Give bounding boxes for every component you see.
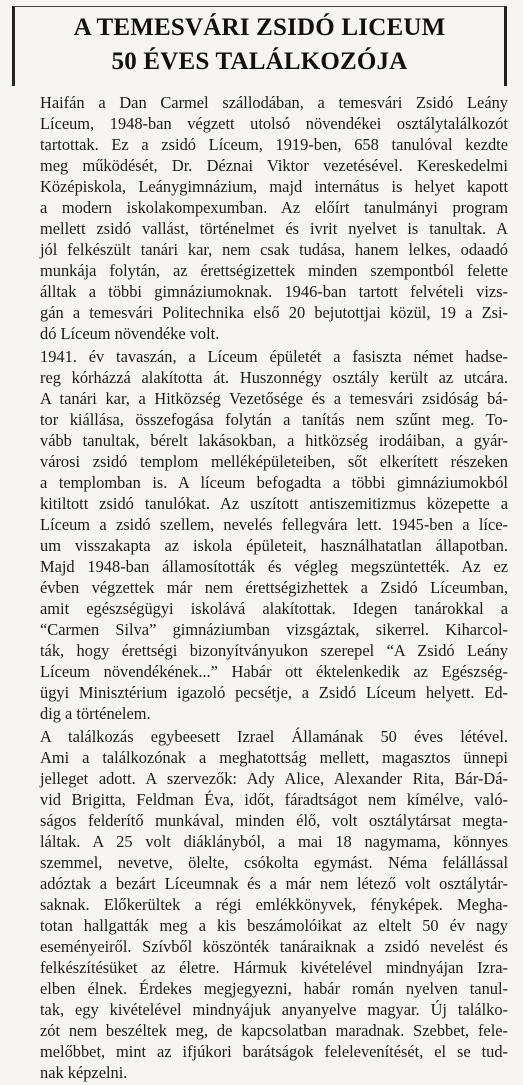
text-line: jól felkészült tanári kar, nem csak tudása, hanem lelkes, odaadó [40, 240, 508, 259]
text-line: totan hallgatták meg a kis beszámolóikat az eltelt 50 év nagy [40, 916, 508, 935]
text-line: meg működését, Dr. Déznai Viktor vezetésével. Kereskedelmi [40, 156, 508, 175]
text-line: láltak. A 25 volt diáklányból, a mai 18 nagymama, könnyes [40, 832, 508, 851]
text-line: kitiltott zsidó tanulókat. Az uszított antiszemitizmus közepette a [40, 494, 508, 513]
text-line: városi zsidó templom melléképületeiben, sőt elkerített részeken [40, 452, 508, 471]
text-line: álltak a többi gimnáziumoknak. 1946-ban tartott felvételi vizs- [40, 282, 508, 301]
text-line: 1941. év tavaszán, a Líceum épületét a fasiszta német hadse- [40, 347, 508, 366]
text-line: munkája folytán, az érettségizettek minden szempontból felette [40, 261, 508, 280]
text-line: vább tanultak, bérelt lakásokban, a hitközség irodáiban, a gyár- [40, 431, 508, 450]
text-line: saknak. Előkerültek a régi emlékkönyvek, fényképek. Megha- [40, 895, 508, 914]
paragraph [16, 726, 508, 1083]
text-line: ságos felderítő munkával, minden élő, volt osztálytársat megta- [40, 811, 508, 830]
text-line: jelleget adott. A szervezők: Ady Alice, Alexander Rita, Bár-Dá- [40, 769, 508, 788]
text-line: Líceum a zsidó szellem, nevelés fellegvára lett. 1945-ben a líce- [40, 515, 508, 534]
text-line: nak képzelni. [40, 1063, 128, 1082]
text-line: um visszakapta az iskola épületeit, használhatatlan állapotban. [40, 536, 508, 555]
text-line: Haifán a Dan Carmel szállodában, a temesvári Zsidó Leány [40, 93, 508, 112]
article-body [16, 92, 508, 1085]
text-line: Majd 1948-ban államosították és végleg megszüntették. Az ez [40, 557, 508, 576]
text-line: a modern iskolakompexumban. Az előírt tanulmányi program [40, 198, 508, 217]
text-line: Ami a találkozónak a meghatottság mellett, magasztos ünnepi [40, 748, 508, 767]
paragraph [16, 92, 508, 344]
paragraph [16, 346, 508, 724]
text-line: Líceum növendékének...” Habár ott éktelenkedik az Egészség- [40, 662, 508, 681]
text-line: vid Brigitta, Feldman Éva, időt, fáradtságot nem kímélve, való- [40, 790, 508, 809]
text-line: ták, hogy érettségi bizonyítványukon szerepel “A Zsidó Leány [40, 641, 508, 660]
text-line: tak, egy kivételével mindnyájuk anyanyelve magyar. Új találko- [40, 1000, 508, 1019]
text-line: mellett zsidó vallást, történelmet és ivrit nyelvet is tanultak. A [40, 219, 508, 238]
text-line: Líceum, 1948-ban végzett utolsó növendékei osztálytalálkozót [40, 114, 508, 133]
text-line: amit egészségügyi iskolává alakítottak. Idegen tanárokkal a [40, 599, 508, 618]
text-line: szemmel, nevetve, ölelte, csókolta egymást. Néma felállással [40, 853, 508, 872]
text-line: gán a temesvári Politechnika első 20 bejutottjai közül, 19 a Zsi- [40, 303, 508, 322]
text-line: a templomban is. A líceum befogadta a többi gimnáziumokból [40, 473, 508, 492]
text-line: “Carmen Silva” gimnáziumban vizsgáztak, sikerrel. Kiharcol- [40, 620, 508, 639]
text-line: melőbbet, mint az ifjúkori barátságok felelevenítését, el se tud- [40, 1042, 508, 1061]
text-line: elben élnek. Érdekes megjegyezni, habár román nyelven tanul- [40, 979, 508, 998]
text-line: ügyi Minisztérium igazoló pecsétje, a Zsidó Líceum helyett. Ed- [40, 683, 508, 702]
text-line: eseményeiről. Szívből köszönték tanáraiknak a zsidó nevelést és [40, 937, 508, 956]
text-line: Középiskola, Leánygimnázium, majd internátus is helyet kapott [40, 177, 508, 196]
title-line-1: A TEMESVÁRI ZSIDÓ LICEUM [73, 14, 446, 41]
title-line-2: 50 ÉVES TALÁLKOZÓJA [111, 48, 408, 75]
text-line: felkészítésüket az életre. Hármuk kivételével mindnyájan Izra- [40, 958, 508, 977]
text-line: reg kórházzá alakította át. Huszonnégy osztály került az utcára. [40, 368, 508, 387]
text-line: tartottak. Ez a zsidó Líceum, 1919-ben, 658 tanulóval kezdte [40, 135, 508, 154]
text-line: tor kiállása, összefogása folytán a tanítás nem szűnt meg. To- [40, 410, 508, 429]
text-line: dó Líceum növendéke volt. [40, 324, 220, 343]
text-line: A találkozás egybeesett Izrael Államának 50 éves létével. [40, 727, 508, 746]
text-line: A tanári kar, a Hitközség Vezetősége és a temesvári zsidóság bá- [40, 389, 508, 408]
text-line: adóztak a bezárt Líceumnak és a már nem létező volt osztálytár- [40, 874, 508, 893]
article-title [12, 6, 507, 86]
text-line: évben végzettek már nem érettségizhettek a Zsidó Líceumban, [40, 578, 508, 597]
text-line: zót nem beszéltek meg, de kapcsolatban maradnak. Szebbet, fele- [40, 1021, 508, 1040]
text-line: dig a történelem. [40, 704, 151, 723]
